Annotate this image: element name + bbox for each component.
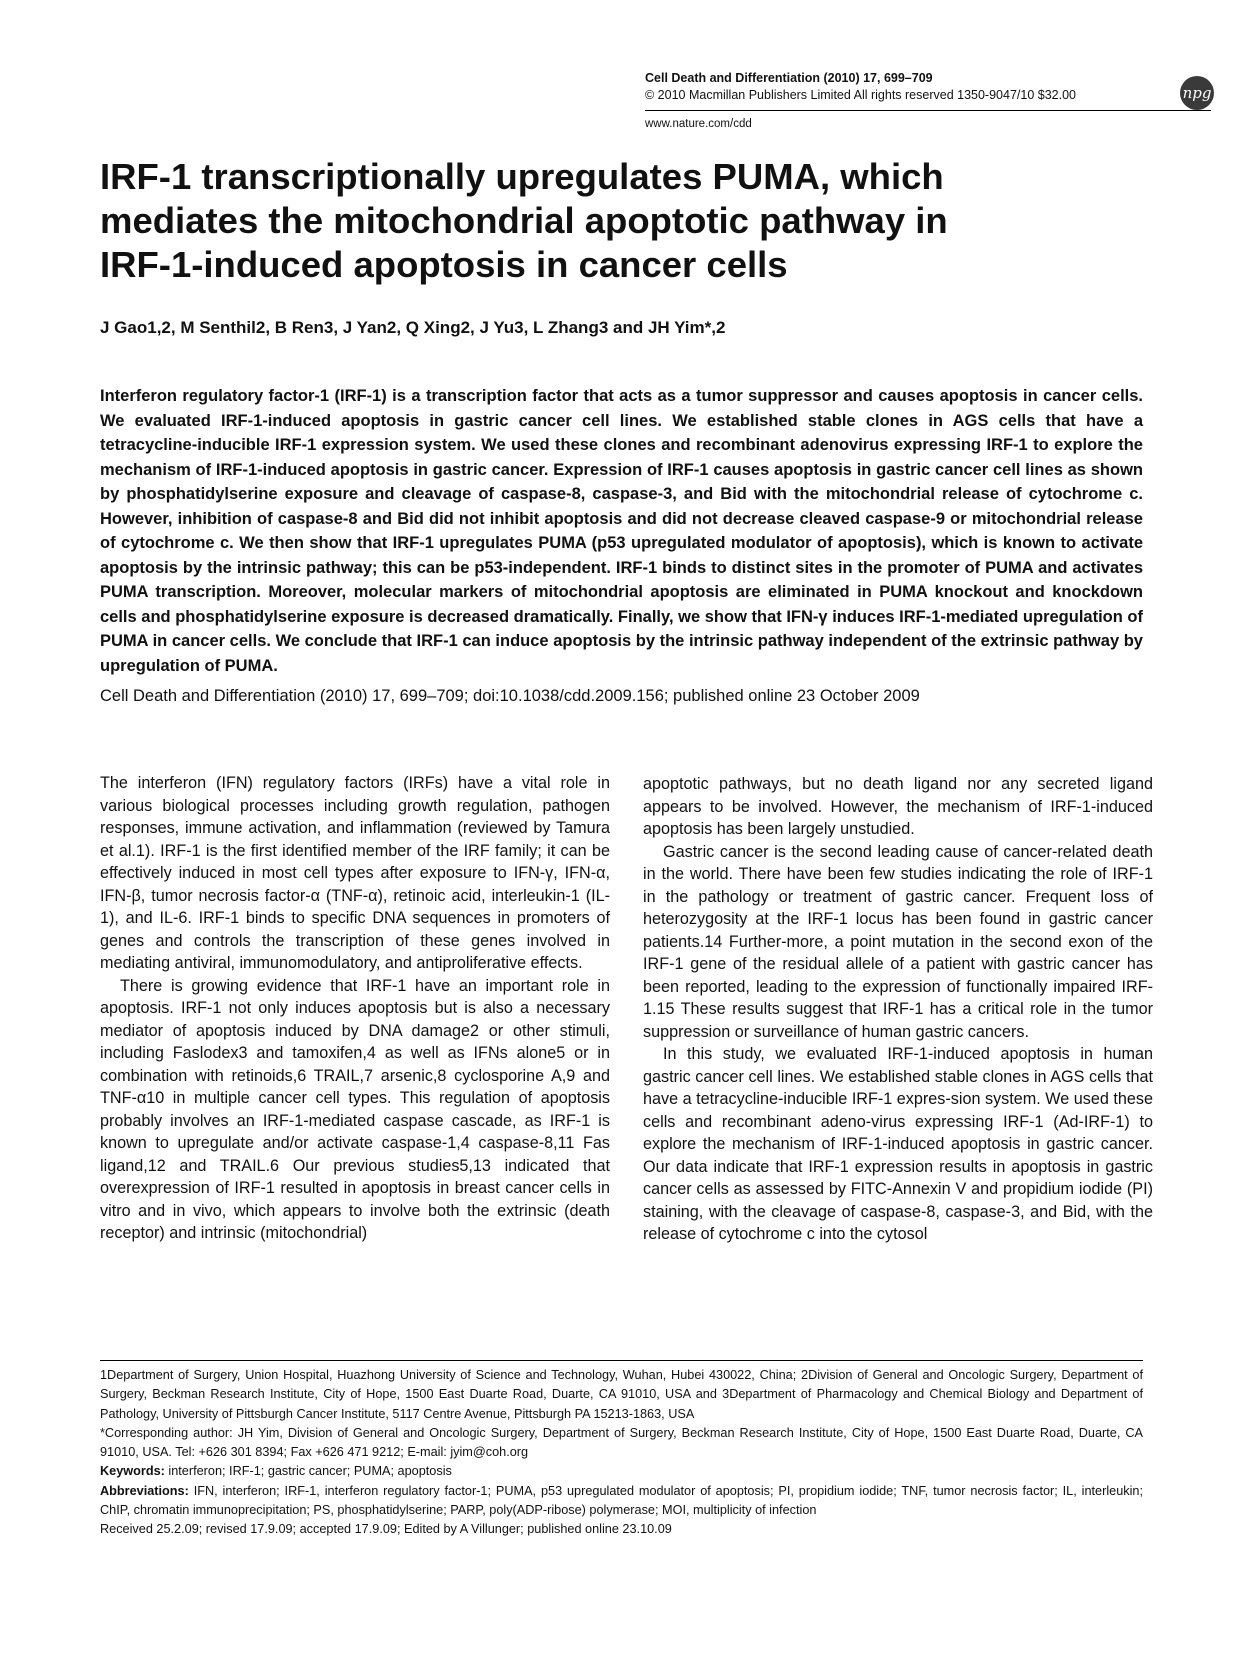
title-line-2: mediates the mitochondrial apoptotic pathway in (100, 200, 948, 241)
keywords-line (100, 1462, 1143, 1481)
header-rule (645, 110, 1211, 111)
body-paragraph: In this study, we evaluated IRF-1-induced apoptosis in human gastric cancer cell lines. We established stable clones in AGS cells that have a tetracycline-inducible IRF-1 expres-sion system. We used these cells and recombinant adeno-virus expressing IRF-1 (Ad-IRF-1) to explore the mechanism of IRF-1-induced apoptosis in gastric cancer. Our data indicate that IRF-1 expression results in apoptosis in gastric cancer cells as assessed by FITC-Annexin V and propidium iodide (PI) staining, with the cleavage of caspase-8, caspase-3, and Bid, with the release of cytochrome c into the cytosol (643, 1045, 1153, 1243)
keywords-label: Keywords: (100, 1464, 165, 1479)
abbreviations-text: IFN, interferon; IRF-1, interferon regulatory factor-1; PUMA, p53 upregulated modulator of apoptosis; PI, propidium iodide; TNF, tumor necrosis factor; IL, interleukin; ChIP, chromatin immunoprecipitation; PS, phosphatidylserine; PARP, poly(ADP-ribose) polymerase; MOI, multiplicity of infection (100, 1483, 1143, 1518)
journal-header (645, 70, 1125, 130)
author-list: J Gao1,2, M Senthil2, B Ren3, J Yan2, Q Xing2, J Yu3, L Zhang3 and JH Yim*,2 (100, 318, 726, 337)
copyright-line: © 2010 Macmillan Publishers Limited All rights reserved 1350-9047/10 $32.00 (645, 88, 1076, 102)
journal-url[interactable]: www.nature.com/cdd (645, 118, 752, 130)
abstract: Interferon regulatory factor-1 (IRF-1) is a transcription factor that acts as a tumor suppressor and causes apoptosis in cancer cells. We evaluated IRF-1-induced apoptosis in gastric cancer cell lines. We established stable clones in AGS cells that have a tetracycline-inducible IRF-1 expression system. We used these clones and recombinant adenovirus expressing IRF-1 to explore the mechanism of IRF-1-induced apoptosis in gastric cancer. Expression of IRF-1 causes apoptosis in gastric cancer cell lines as shown by phosphatidylserine exposure and cleavage of caspase-8, caspase-3, and Bid with the mitochondrial release of cytochrome c. However, inhibition of caspase-8 and Bid did not inhibit apoptosis and did not decrease cleaved caspase-9 or mitochondrial release of cytochrome c. We then show that IRF-1 upregulates PUMA (p53 upregulated modulator of apoptosis), which is known to activate apoptosis by the intrinsic pathway; this can be p53-independent. IRF-1 binds to distinct sites in the promoter of PUMA and activates PUMA transcription. Moreover, molecular markers of mitochondrial apoptosis are eliminated in PUMA knockout and knockdown cells and phosphatidylserine exposure is decreased dramatically. Finally, we show that IFN-γ induces IRF-1-mediated upregulation of PUMA in cancer cells. We conclude that IRF-1 can induce apoptosis by the intrinsic pathway independent of the extrinsic pathway by upregulation of PUMA. (100, 387, 1143, 675)
article-title (100, 155, 1150, 287)
body-paragraph: The interferon (IFN) regulatory factors (IRFs) have a vital role in various biological processes including growth regulation, pathogen responses, immune activation, and inflammation (reviewed by Tamura et al.1). IRF-1 is the first identified member of the IRF family; it can be effectively induced in most cell types after exposure to IFN-γ, IFN-α, IFN-β, tumor necrosis factor-α (TNF-α), retinoic acid, interleukin-1 (IL-1), and IL-6. IRF-1 binds to specific DNA sequences in promoters of genes and controls the transcription of these genes involved in mediating antiviral, immunomodulatory, and antiproliferative effects. (100, 774, 610, 972)
title-line-1: IRF-1 transcriptionally upregulates PUMA, which (100, 156, 944, 197)
abbreviations-label: Abbreviations: (100, 1483, 189, 1498)
body-column-left (100, 772, 610, 1245)
footnotes (100, 1366, 1143, 1540)
title-line-3: IRF-1-induced apoptosis in cancer cells (100, 244, 788, 285)
keywords-text: interferon; IRF-1; gastric cancer; PUMA; apoptosis (164, 1464, 452, 1479)
article-citation: Cell Death and Differentiation (2010) 17, 699–709; doi:10.1038/cdd.2009.156; published online 23 October 2009 (100, 687, 920, 705)
abbreviations-line (100, 1482, 1143, 1521)
body-paragraph: Gastric cancer is the second leading cause of cancer-related death in the world. There have been few studies indicating the role of IRF-1 in the pathology or treatment of gastric cancer. Frequent loss of heterozygosity at the IRF-1 locus has been found in gastric cancer patients.14 Further-more, a point mutation in the second exon of the IRF-1 gene of the residual allele of a patient with gastric cancer has been reported, leading to the expression of functionally impaired IRF-1.15 These results suggest that IRF-1 has a critical role in the tumor suppression or surveillance of human gastric cancers. (643, 842, 1153, 1041)
npg-logo: npg (1180, 76, 1214, 110)
body-column-right (643, 773, 1153, 1246)
body-paragraph: apoptotic pathways, but no death ligand nor any secreted ligand appears to be involved. However, the mechanism of IRF-1-induced apoptosis has been largely unstudied. (643, 775, 1153, 838)
correspondence: *Corresponding author: JH Yim, Division of General and Oncologic Surgery, Department of Surgery, Beckman Research Institute, City of Hope, 1500 East Duarte Road, Duarte, CA 91010, USA. Tel: +626 301 8394; Fax +626 471 9212; E-mail: jyim@coh.org (100, 1425, 1143, 1460)
received-dates: Received 25.2.09; revised 17.9.09; accepted 17.9.09; Edited by A Villunger; published online 23.10.09 (100, 1522, 672, 1537)
affiliations: 1Department of Surgery, Union Hospital, Huazhong University of Science and Technology, Wuhan, Hubei 430022, China; 2Division of General and Oncologic Surgery, Department of Surgery, Beckman Research Institute, City of Hope, 1500 East Duarte Road, Duarte, CA 91010, USA and 3Department of Pharmacology and Chemical Biology and Department of Pathology, University of Pittsburgh Cancer Institute, 5117 Centre Avenue, Pittsburgh PA 15213-1863, USA (100, 1368, 1143, 1421)
journal-citation: Cell Death and Differentiation (2010) 17, 699–709 (645, 71, 933, 85)
body-paragraph: There is growing evidence that IRF-1 have an important role in apoptosis. IRF-1 not only induces apoptosis but is also a necessary mediator of apoptosis induced by DNA damage2 or other stimuli, including Faslodex3 and tamoxifen,4 as well as IFNs alone5 or in combination with retinoids,6 TRAIL,7 arsenic,8 cyclosporine A,9 and TNF-α10 in multiple cancer cell types. This regulation of apoptosis probably involves an IRF-1-mediated caspase cascade, as IRF-1 is known to upregulate and/or activate caspase-1,4 caspase-8,11 Fas ligand,12 and TRAIL.6 Our previous studies5,13 indicated that overexpression of IRF-1 resulted in apoptosis in breast cancer cells in vitro and in vivo, which appears to involve both the extrinsic (death receptor) and intrinsic (mitochondrial) (100, 976, 610, 1242)
footnote-rule (100, 1360, 1143, 1361)
